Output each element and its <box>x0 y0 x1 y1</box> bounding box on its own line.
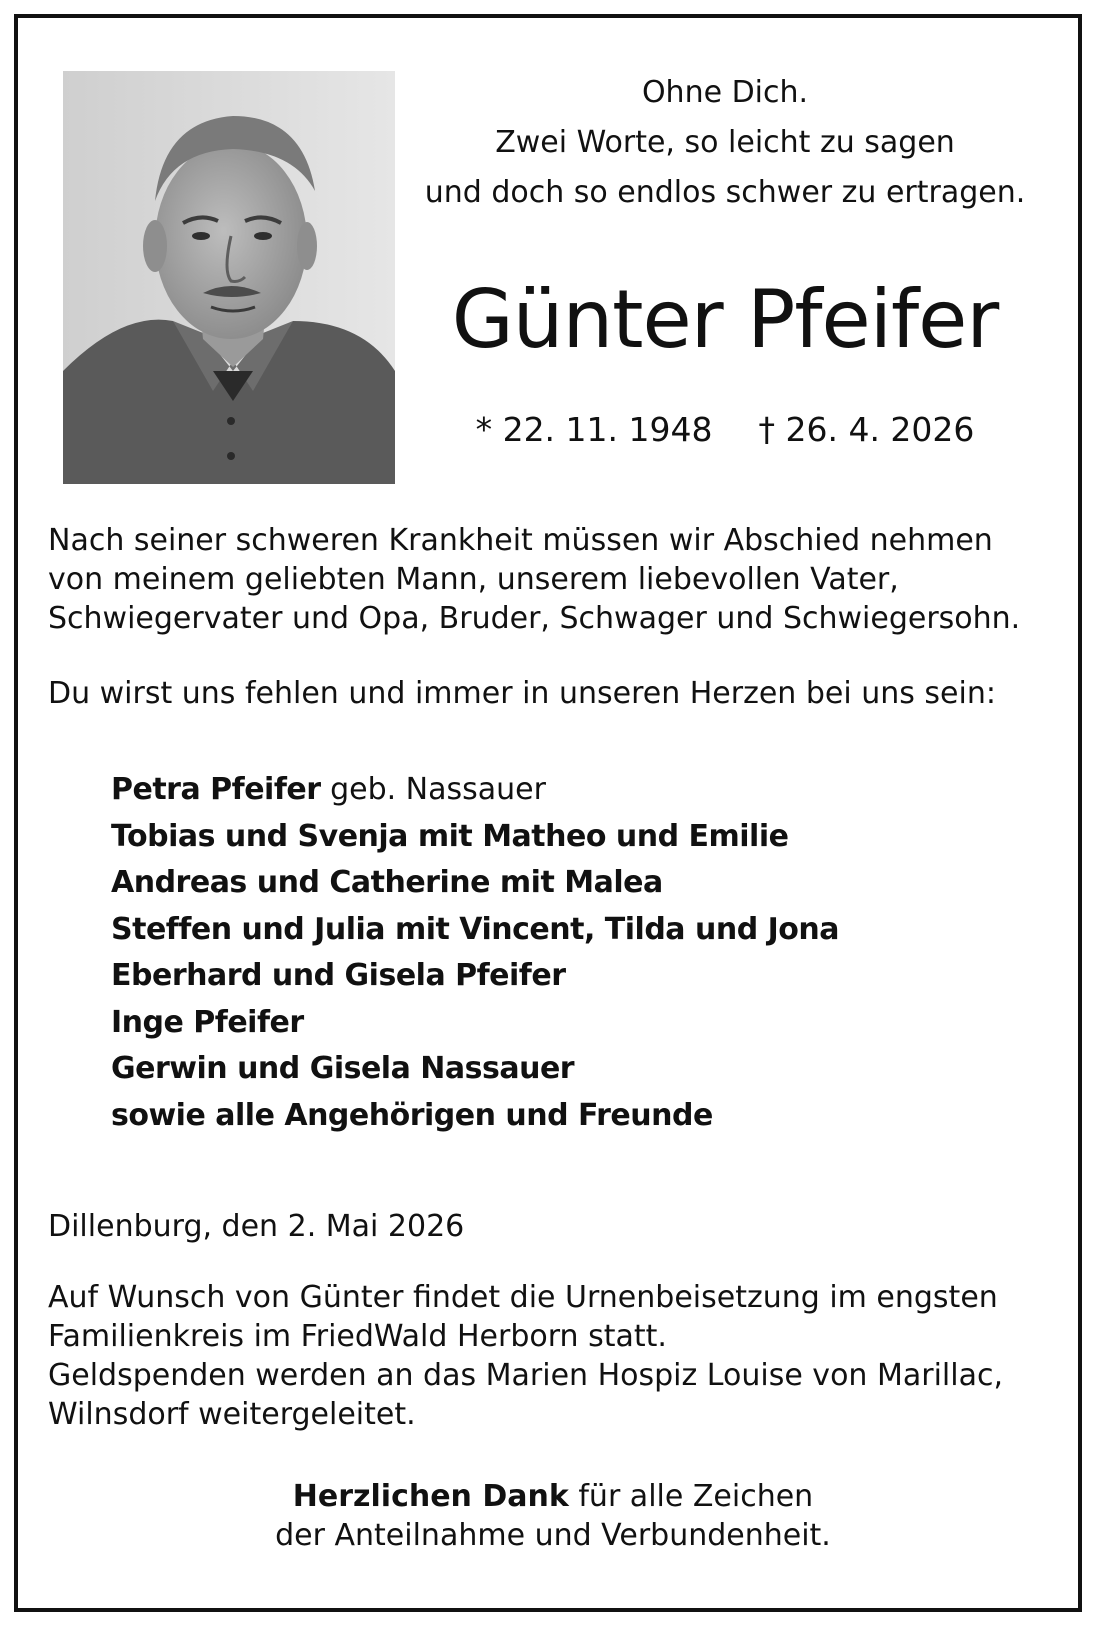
family-member-suffix: geb. Nassauer <box>320 772 546 807</box>
family-member: Inge Pfeifer <box>111 1004 304 1040</box>
intro-line: von meinem geliebten Mann, unserem liebevollen Vater, <box>48 562 899 597</box>
family-member: Andreas und Catherine mit Malea <box>111 865 663 900</box>
funeral-note-line: Geldspenden werden an das Marien Hospiz Louise von Marillac, <box>48 1358 1003 1393</box>
thanks-line <box>48 1477 1058 1516</box>
thanks-bold: Herzlichen Dank <box>292 1479 569 1514</box>
death-date: † 26. 4. 2026 <box>758 410 975 449</box>
thanks-message <box>48 1477 1058 1555</box>
funeral-note <box>48 1278 1068 1434</box>
quote-line: und doch so endlos schwer zu ertragen. <box>424 175 1026 210</box>
funeral-note-line: Wilnsdorf weitergeleitet. <box>48 1397 416 1432</box>
birth-date: * 22. 11. 1948 <box>475 410 713 449</box>
family-member <box>111 767 1011 814</box>
thanks-line: der Anteilnahme und Verbundenheit. <box>275 1518 831 1553</box>
quote-line: Ohne Dich. <box>641 75 809 110</box>
family-member: Steffen und Julia mit Vincent, Tilda und Jona <box>111 911 839 947</box>
family-list <box>111 767 1011 1139</box>
intro-line: Nach seiner schweren Krankheit müssen wir Abschied nehmen <box>48 523 993 558</box>
quote-line: Zwei Worte, so leicht zu sagen <box>495 125 955 160</box>
intro-paragraph <box>48 521 1068 638</box>
family-member: Tobias und Svenja mit Matheo und Emilie <box>111 818 789 854</box>
family-member: Eberhard und Gisela Pfeifer <box>111 958 566 993</box>
opening-quote <box>400 68 1050 218</box>
thanks-rest: für alle Zeichen <box>568 1479 814 1514</box>
missing-statement: Du wirst uns fehlen und immer in unseren Herzen bei uns sein: <box>48 676 996 711</box>
family-member: Gerwin und Gisela Nassauer <box>111 1051 575 1086</box>
funeral-note-line: Familienkreis im FriedWald Herborn statt. <box>48 1319 667 1354</box>
portrait-photo <box>63 71 395 484</box>
family-member: sowie alle Angehörigen und Freunde <box>111 1097 713 1133</box>
place-date: Dillenburg, den 2. Mai 2026 <box>48 1209 465 1244</box>
deceased-name: Günter Pfeifer <box>451 273 999 366</box>
family-member-name: Petra Pfeifer <box>111 772 321 807</box>
funeral-note-line: Auf Wunsch von Günter findet die Urnenbeisetzung im engsten <box>48 1280 998 1315</box>
intro-line: Schwiegervater und Opa, Bruder, Schwager und Schwiegersohn. <box>48 601 1021 636</box>
life-dates <box>400 408 1050 452</box>
